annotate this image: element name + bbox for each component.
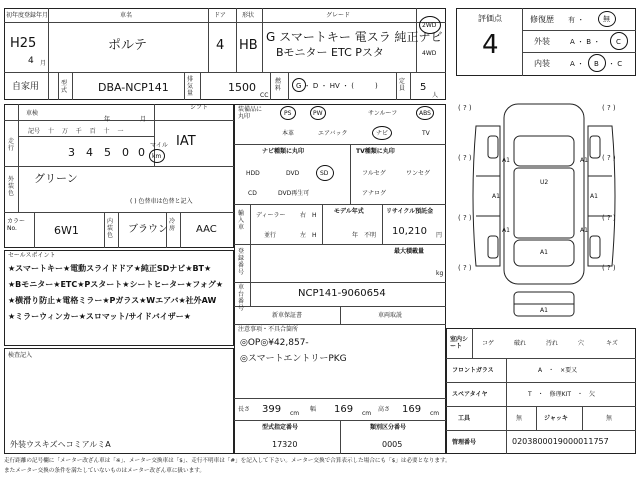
svg-text:( ? ): ( ? ) [602,104,616,112]
seat-burn: コゲ [482,340,495,347]
spare-value: T ・ 修理KIT ・ 欠 [528,391,596,398]
registration-label: 登録番号 [238,248,245,276]
navi-dvd-play: DVD再生可 [278,190,310,197]
svg-text:( ? ): ( ? ) [458,154,472,162]
color-label: 外装色 [8,176,15,197]
shift-label: シフト [190,104,209,111]
sales-label: セールスポイント [8,252,56,259]
model-year-label: モデル年式 [334,208,364,215]
equip-navi: ナビ [376,130,389,137]
navi-sd: SD [320,170,329,177]
tv-fullseg: フルセグ [362,170,386,177]
equip-tv: TV [422,130,430,137]
handle-h-1: H [312,212,317,219]
max-load-label: 最大積載量 [394,248,425,255]
jack-label: ジャッキ [544,415,568,422]
repair-selected: 無 [603,15,610,23]
drive-2wd: 2WD [422,22,437,29]
chassis-value: NCP141-9060654 [298,288,386,299]
seat-tear: 破れ [514,340,527,347]
score-label: 評価点 [478,14,502,23]
grade-line1: G スマートキー 電スラ 純正ナビ [266,30,443,44]
equipment-label: 装備品に丸印 [238,106,263,120]
width-value: 169 [334,404,354,415]
color-value: グリーン [34,172,78,185]
equip-ps: PS [284,110,292,117]
handle-left: 左 [300,232,307,239]
jack-value: 無 [606,415,613,422]
sales-line2: ★Bモニター★ETC★Pスタート★シートヒーター★フォグ★ [8,280,224,289]
import-parallel: 並行 [264,232,277,239]
mark-8: U2 [540,179,549,186]
mark-7: A1 [540,249,548,256]
mark-2: A1 [580,157,588,164]
digit-headers: 記号 十 万 千 百 十 一 [28,128,124,135]
mileage-label: 走行 [8,138,15,152]
navi-label: ナビ種類に丸印 [262,148,305,155]
max-load-kg: kg [436,270,444,277]
first-reg-month: 4 [28,56,34,66]
svg-text:( ? ): ( ? ) [458,214,472,222]
notes-label: 注意事項・不具合箇所 [238,326,299,333]
shift-value: IAT [176,134,196,149]
mileage-digit-3: 5 [104,146,111,159]
mileage-digit-5: 0 [138,146,145,159]
mark-3: A1 [492,193,500,200]
inspection-month-unit: 月 [140,116,147,123]
tv-label: TV種類に丸印 [356,148,395,155]
doors-label: ドア [214,12,226,19]
navi-dvd: DVD [286,170,300,177]
doors-value: 4 [216,38,225,53]
ac-label: 冷房 [169,218,176,232]
drive-4wd: 4WD [422,50,437,57]
color-code-value: 6W1 [54,224,79,237]
fuel-options: G ・ D ・ HV ・ ( ) [296,82,378,90]
chassis-label: 車台番号 [238,284,245,312]
spare-label: スペアタイヤ [452,391,488,398]
vehicle-manual: 車両取説 [378,312,403,319]
class-value: 0005 [382,440,403,449]
note-line1: ◎OP◎¥42,857- [240,338,309,348]
shape-label: 形状 [242,12,255,19]
navi-hdd: HDD [246,170,260,177]
recycle-label: リサイクル預託金 [386,208,434,215]
type-cert-value: 17320 [272,440,298,449]
ac-value: AAC [196,224,217,235]
grade-line2: Bモニター ETC Pスタ [276,46,384,59]
exterior-options: A ・ B ・ [570,38,601,46]
interior-options-a: A ・ [570,60,585,68]
middle-column [234,104,446,454]
capacity-unit: 人 [432,92,439,99]
car-name: ポルテ [108,38,148,53]
mileage-unit-mile: マイル [150,142,168,149]
first-reg-label: 初年度登録年月 [6,12,49,19]
seat-label: 室内シート [450,336,469,350]
inspection-label: 車検 [26,110,39,117]
width-cm: cm [362,410,372,417]
svg-text:( ? ): ( ? ) [602,154,616,162]
type-cert-label: 型式指定番号 [262,424,299,431]
handle-right: 右 [300,212,307,219]
color-note: ( ) 色替車は色替と記入 [130,198,193,205]
seat-hole: 穴 [578,340,585,347]
tv-analog: アナログ [362,190,387,197]
grade-label: グレード [326,12,351,19]
capacity-label: 定員 [399,78,406,92]
first-reg-year: H25 [10,36,37,51]
type-value: DBA-NCP141 [98,81,169,94]
width-label: 幅 [310,406,317,413]
mileage-digit-2: 4 [86,146,93,159]
sales-line4: ★ミラーウィンカー★スロマット/サイドバイザー★ [8,312,191,321]
navi-cd: CD [248,190,257,197]
length-value: 399 [262,404,282,415]
footer-line1: 走行距離の記号欄に「メーター改ざん車は「※」、メーター交換車は「$」、走行不明車は「#」を記入して下さい。メーター交換で合算表示した場合にも「$」は必要となります。 [4,458,451,464]
type-label: 型式 [61,80,68,94]
height-cm: cm [430,410,440,417]
mileage-digit-1: 3 [68,146,75,159]
recycle-value: 10,210 [392,226,427,237]
svg-text:( ? ): ( ? ) [458,104,472,112]
footer-line2: またメーター交換の条件を満たしていないものはメーター改ざん車に扱います。 [4,468,205,474]
length-cm: cm [290,410,300,417]
mgmt-value: 0203800019000011757 [512,437,609,446]
tools-label: 工具 [458,415,471,422]
inspection-year-unit: 年 [104,116,111,123]
repair-label: 修復歴 [530,15,554,24]
equip-leather: 本革 [282,130,295,137]
mark-4: A1 [590,193,598,200]
interior-label: 内装 [534,59,550,68]
repair-options: 有 ・ [568,16,585,24]
inspection-notes-text: 外装ウスキズヘコミアルミA [10,440,111,449]
car-damage-diagram [452,96,636,322]
interior-options-c: ・ C [608,60,623,68]
model-year-unit: 年 不明 [352,232,377,239]
import-label: 輸入車 [238,210,245,231]
note-line2: ◎スマートエントリーPKG [240,354,347,364]
car-name-label: 車名 [120,12,133,19]
first-reg-month-unit: 月 [40,60,47,67]
equip-pw: PW [313,110,323,117]
inspection-notes-block [4,348,234,454]
displacement-label: 排気量 [187,76,194,97]
mgmt-label: 管理番号 [452,439,477,446]
height-value: 169 [402,404,422,415]
mark-5: A1 [502,227,510,234]
mark-1: A1 [502,157,510,164]
equip-abs: ABS [419,110,431,117]
exterior-selected: C [616,38,621,46]
recycle-yen: 円 [436,232,443,239]
equip-airbag: エアバック [318,130,348,137]
tools-value: 無 [516,415,523,422]
interior-color-label: 内装色 [107,218,114,239]
fuel-label: 燃料 [275,78,282,92]
height-label: 高さ [378,406,391,413]
svg-text:( ? ): ( ? ) [602,264,616,272]
sales-line1: ★スマートキー★電動スライドドア★純正SDナビ★BT★ [8,264,212,273]
color-code-label: カラーNo. [7,218,26,232]
class-label: 類別区分番号 [370,424,407,431]
use-value: 自家用 [12,82,40,92]
new-warranty: 新車保証書 [272,312,303,319]
interior-color-value: ブラウン [128,224,168,235]
handle-h-2: H [312,232,317,239]
sales-line3: ★横滑り防止★電格ミラー★Pガラス★Wエアバ★社外AW [8,296,217,305]
capacity-value: 5 [420,82,427,93]
seat-dirt: 汚れ [546,340,559,347]
inspection-notes-label: 検査記入 [8,352,33,359]
score-value: 4 [482,30,499,60]
mark-9: A1 [540,307,548,314]
svg-text:( ? ): ( ? ) [602,214,616,222]
front-glass-label: フロントガラス [452,367,494,374]
length-label: 長さ [238,406,251,413]
mark-6: A1 [580,227,588,234]
exterior-label: 外装 [534,37,550,46]
equip-sunroof: サンルーフ [368,110,398,117]
cc-unit: CC [260,92,269,99]
shape-value: HB [239,38,258,53]
svg-text:( ? ): ( ? ) [458,264,472,272]
interior-selected: B [594,60,599,68]
mileage-unit-km: km [152,153,162,160]
tv-oneseg: ワンセグ [406,170,431,177]
import-dealer: ディーラー [256,212,286,219]
front-glass-value: A ・ ×要又 [538,367,578,374]
mileage-digit-4: 0 [122,146,129,159]
displacement-value: 1500 [228,81,256,94]
seat-scratch: キズ [606,340,618,347]
